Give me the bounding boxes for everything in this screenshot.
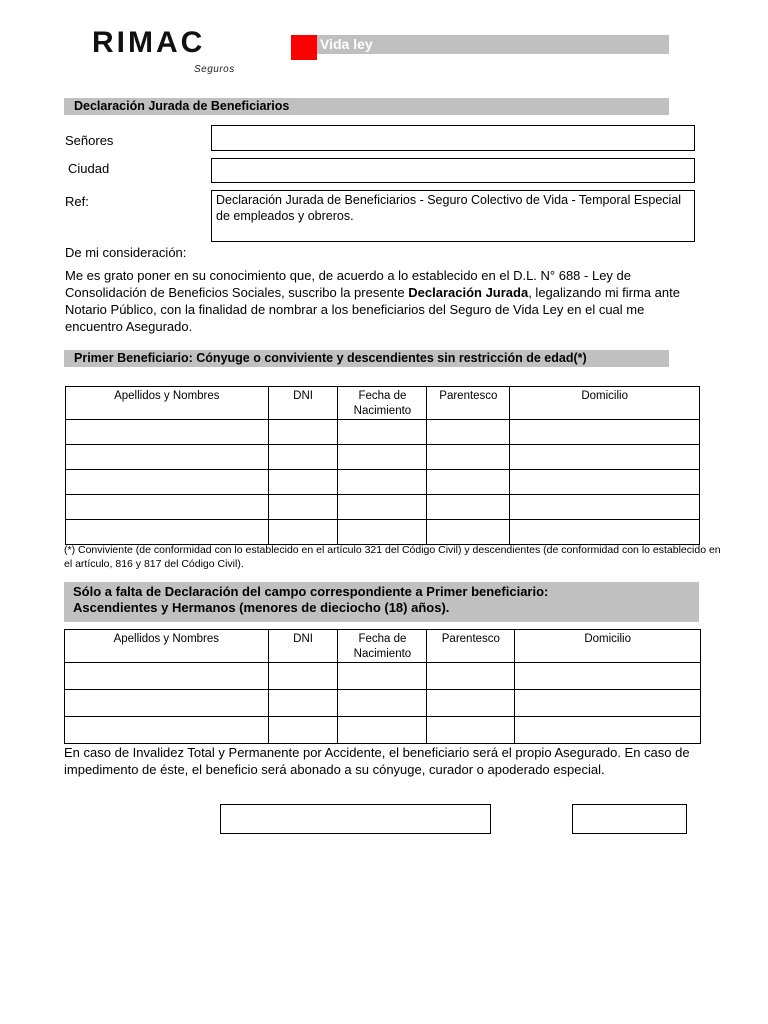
table-row [65,663,701,690]
cell-parentesco[interactable] [427,520,510,545]
cell-apellidos[interactable] [65,663,269,690]
col-parentesco-header: Parentesco [427,387,510,420]
col-domicilio-header: Domicilio [515,630,701,663]
cell-parentesco[interactable] [427,663,515,690]
table-row [66,420,700,445]
col-fecha-line1: Fecha de [358,390,407,402]
cell-dni[interactable] [268,445,338,470]
cell-apellidos[interactable] [65,690,269,717]
cell-domicilio[interactable] [510,420,700,445]
ref-field[interactable] [211,190,695,242]
table-row [65,690,701,717]
closing-paragraph: En caso de Invalidez Total y Permanente por Accidente, el beneficiario será el propio Asegurado. En caso de impedimento de éste, el beneficio será abonado a su cónyuge, curador o apoderado especial. [64,745,690,777]
table-row [66,470,700,495]
cell-domicilio[interactable] [510,470,700,495]
cell-fecha[interactable] [338,690,427,717]
section-ascendientes-line1: Sólo a falta de Declaración del campo correspondiente a Primer beneficiario: [73,584,549,599]
cell-dni[interactable] [268,470,338,495]
ascendientes-table [64,629,701,744]
cell-domicilio[interactable] [515,663,701,690]
section-primer-beneficiario-title: Primer Beneficiario: Cónyuge o conviviente y descendientes sin restricción de edad(*) [74,351,587,365]
cell-parentesco[interactable] [427,470,510,495]
section-declaracion-title: Declaración Jurada de Beneficiarios [74,99,290,113]
signature-box[interactable] [220,804,491,834]
cell-apellidos[interactable] [66,495,269,520]
cell-fecha[interactable] [338,445,427,470]
table-header-row [65,630,701,663]
section-primer-beneficiario-bar [64,350,669,367]
ciudad-field[interactable] [211,158,695,183]
cell-domicilio[interactable] [515,690,701,717]
date-box[interactable] [572,804,687,834]
cell-domicilio[interactable] [510,495,700,520]
cell-apellidos[interactable] [66,420,269,445]
body-text-2: , legalizando mi firma ante Notario Público, con la finalidad de nombrar a los beneficiarios del Seguro de Vida Ley en el cual me encuentro Asegurado. [65,285,680,334]
cell-parentesco[interactable] [427,420,510,445]
col-fecha-line2: Nacimiento [353,648,412,660]
cell-fecha[interactable] [338,717,427,744]
table-row [66,445,700,470]
table-header-row [66,387,700,420]
col-parentesco-header: Parentesco [427,630,515,663]
cell-domicilio[interactable] [510,445,700,470]
ref-label: Ref: [65,194,89,209]
col-fecha-line2: Nacimiento [353,405,412,417]
table-row [66,495,700,520]
col-apellidos-header: Apellidos y Nombres [66,387,269,420]
cell-parentesco[interactable] [427,495,510,520]
cell-domicilio[interactable] [515,717,701,744]
cell-dni[interactable] [268,663,338,690]
table-row [65,717,701,744]
senores-label: Señores [65,133,114,148]
header-title: Vida ley [320,36,373,52]
logo-subtitle: Seguros [194,64,235,75]
header-title-bar [317,35,669,54]
cell-fecha[interactable] [338,420,427,445]
body-text-bold: Declaración Jurada [408,285,529,300]
section-declaracion-bar [64,98,669,115]
cell-fecha[interactable] [338,663,427,690]
cell-fecha[interactable] [338,470,427,495]
cell-fecha[interactable] [338,520,427,545]
col-apellidos-header: Apellidos y Nombres [65,630,269,663]
footnote: (*) Conviviente (de conformidad con lo establecido en el artículo 321 del Código Civil) y descendientes (de conformidad con lo establecido en el artículo, 816 y 817 del Código Civil). [64,544,721,570]
cell-parentesco[interactable] [427,445,510,470]
col-fecha-line1: Fecha de [358,633,407,645]
cell-fecha[interactable] [338,495,427,520]
body-paragraph [65,267,701,335]
body-text-1: Me es grato poner en su conocimiento que, de acuerdo a lo establecido en el D.L. N° 688 - Ley de Consolidación de Beneficios Sociales, suscribo la presente [65,268,631,300]
cell-parentesco[interactable] [427,717,515,744]
cell-apellidos[interactable] [66,470,269,495]
senores-field[interactable] [211,125,695,151]
cell-apellidos[interactable] [66,445,269,470]
col-dni-header: DNI [268,630,338,663]
rimac-logo [92,26,242,82]
cell-apellidos[interactable] [66,520,269,545]
table-row [66,520,700,545]
section-ascendientes-bar [64,582,699,622]
ciudad-label: Ciudad [68,161,110,176]
section-ascendientes-line2: Ascendientes y Hermanos (menores de dieciocho (18) años). [73,600,450,615]
salutation: De mi consideración: [65,245,187,260]
ref-value: Declaración Jurada de Beneficiarios - Seguro Colectivo de Vida - Temporal Especial de empleados y obreros. [216,193,682,223]
red-square-decoration [291,35,317,60]
cell-parentesco[interactable] [427,690,515,717]
cell-dni[interactable] [268,690,338,717]
cell-dni[interactable] [268,717,338,744]
cell-domicilio[interactable] [510,520,700,545]
cell-apellidos[interactable] [65,717,269,744]
col-fecha-header [338,630,427,663]
col-domicilio-header: Domicilio [510,387,700,420]
col-dni-header: DNI [268,387,338,420]
cell-dni[interactable] [268,495,338,520]
primer-beneficiario-table [65,386,700,545]
cell-dni[interactable] [268,520,338,545]
logo-wordmark: RIMAC [92,26,206,59]
cell-dni[interactable] [268,420,338,445]
col-fecha-header [338,387,427,420]
